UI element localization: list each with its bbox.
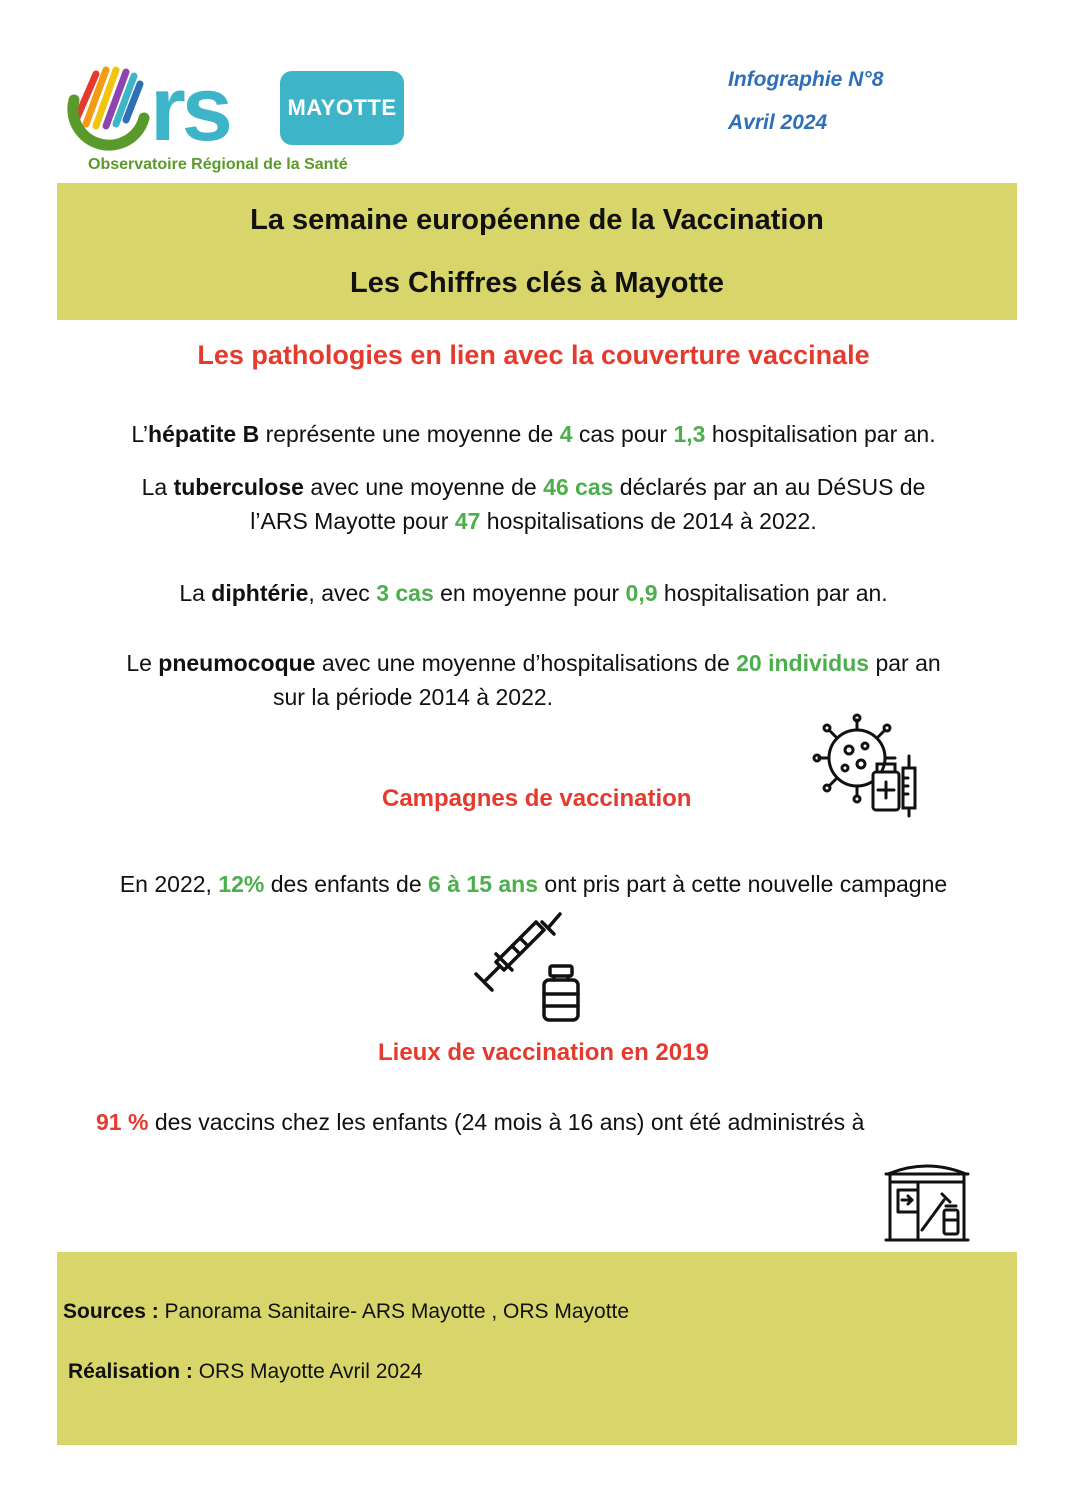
lieux-paragraph: [96, 1105, 864, 1139]
sources-label: Sources :: [63, 1300, 159, 1323]
footer-band: [57, 1252, 1017, 1445]
text: par an: [869, 650, 941, 676]
pneumocoque-paragraph: [0, 646, 1067, 714]
realisation-label: Réalisation :: [68, 1360, 193, 1383]
page-subtitle: Les Chiffres clés à Mayotte: [350, 267, 724, 299]
svg-text:rs: rs: [150, 58, 229, 160]
disease-name: tuberculose: [173, 474, 304, 500]
text: représente une moyenne de: [259, 421, 560, 447]
realisation-line: [68, 1360, 422, 1384]
sources-text: Panorama Sanitaire- ARS Mayotte , ORS Mayotte: [158, 1300, 630, 1323]
text: Le: [126, 650, 159, 676]
text: avec une moyenne d’hospitalisations de: [315, 650, 737, 676]
text: des enfants de: [264, 871, 429, 897]
infographic-meta: [728, 68, 883, 154]
ors-logo: [62, 60, 412, 182]
infographic-date: Avril 2024: [728, 111, 828, 134]
hospitalisation-count: 0,9: [625, 580, 658, 606]
pathologies-heading: Les pathologies en lien avec la couverture vaccinale: [197, 340, 870, 370]
title-band: [57, 183, 1017, 320]
tuberculose-paragraph: [0, 470, 1067, 538]
hospitalisation-count: 1,3: [673, 421, 706, 447]
text: en moyenne pour: [433, 580, 626, 606]
pneumocoque-line2: sur la période 2014 à 2022.: [273, 684, 554, 710]
case-count: 46 cas: [543, 474, 614, 500]
virus-vaccine-icon: [815, 714, 921, 818]
text: La: [179, 580, 212, 606]
text: La: [141, 474, 174, 500]
text: hospitalisations de 2014 à 2022.: [480, 508, 817, 534]
text: hospitalisation par an.: [705, 421, 936, 447]
hospitalisation-count: 47: [454, 508, 481, 534]
campagnes-heading: Campagnes de vaccination: [382, 785, 692, 812]
ors-logo-mark: [62, 58, 282, 160]
text: cas pour: [572, 421, 674, 447]
pharmacy-icon: [884, 1160, 970, 1244]
disease-name: diphtérie: [211, 580, 309, 606]
text: , avec: [308, 580, 377, 606]
text: ont pris part à cette nouvelle campagne: [538, 871, 948, 897]
text: l’ARS Mayotte pour: [250, 508, 455, 534]
logo-subtitle: Observatoire Régional de la Santé: [88, 156, 348, 173]
age-range: 6 à 15 ans: [428, 871, 539, 897]
sources-line: [63, 1300, 629, 1324]
page-title: La semaine européenne de la Vaccination: [250, 204, 824, 236]
text: déclarés par an au DéSUS de: [613, 474, 926, 500]
text: hospitalisation par an.: [657, 580, 888, 606]
lieux-heading: Lieux de vaccination en 2019: [378, 1039, 709, 1066]
case-count: 4: [559, 421, 573, 447]
case-count: 3 cas: [376, 580, 434, 606]
text: L’: [131, 421, 149, 447]
realisation-text: ORS Mayotte Avril 2024: [192, 1360, 423, 1383]
text: des vaccins chez les enfants (24 mois à 16 ans) ont été administrés à: [148, 1109, 865, 1135]
text: En 2022,: [119, 871, 219, 897]
diphterie-paragraph: [0, 576, 1067, 610]
syringe-vial-icon: [466, 910, 584, 1022]
logo-region-label: MAYOTTE: [280, 71, 404, 145]
text: avec une moyenne de: [303, 474, 544, 500]
individual-count: 20 individus: [736, 650, 870, 676]
disease-name: pneumocoque: [158, 650, 316, 676]
disease-name: hépatite B: [148, 421, 260, 447]
vaccine-percent: 91 %: [96, 1109, 149, 1135]
infographic-number: Infographie N°8: [728, 68, 884, 91]
hepatite-paragraph: [0, 417, 1067, 451]
participation-percent: 12%: [218, 871, 265, 897]
campagnes-paragraph: [0, 867, 1067, 901]
